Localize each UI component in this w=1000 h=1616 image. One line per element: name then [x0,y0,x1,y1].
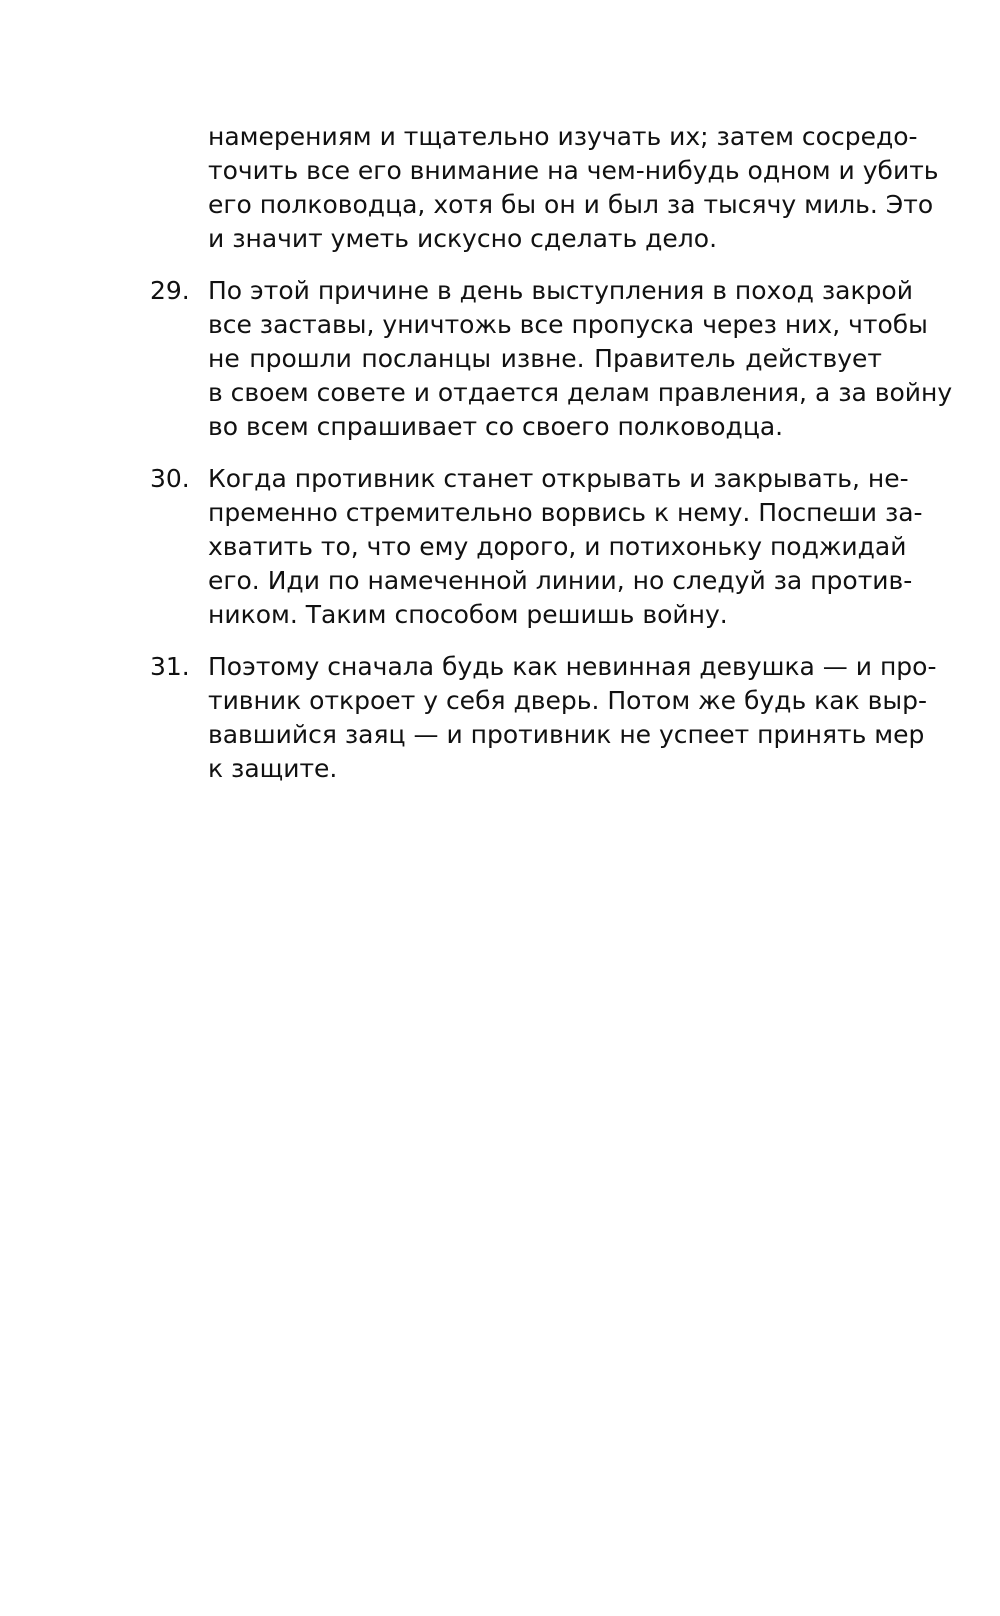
text-line: в своем совете и отдается делам правления, а за войну [208,378,953,407]
paragraph-continuation [150,120,939,256]
text-line: тивник откроет у себя дверь. Потом же будь как выр- [208,686,927,715]
text-line: По этой причине в день выступления в поход закрой [208,276,913,305]
paragraph-29 [150,274,953,444]
text-line: все заставы, уничтожь все пропуска через них, чтобы [208,310,928,339]
text-line: пременно стремительно ворвись к нему. Поспеши за- [208,498,923,527]
paragraph-number: 31. [150,652,190,681]
text-line: хватить то, что ему дорого, и потихоньку поджидай [208,532,907,561]
text-line: к защите. [208,754,338,783]
paragraph-30 [150,462,923,632]
text-line: не прошли посланцы извне. Правитель действует [208,344,882,373]
text-line: намерениям и тщательно изучать их; затем сосредо- [208,122,918,151]
text-line: его. Иди по намеченной линии, но следуй за против- [208,566,913,595]
text-line: ником. Таким способом решишь войну. [208,600,728,629]
paragraph-number: 29. [150,276,190,305]
text-line: Поэтому сначала будь как невинная девушка — и про- [208,652,937,681]
text-line: и значит уметь искусно сделать дело. [208,224,718,253]
text-line: точить все его внимание на чем-нибудь одном и убить [208,156,939,185]
text-line: его полководца, хотя бы он и был за тысячу миль. Это [208,190,934,219]
text-line: вавшийся заяц — и противник не успеет принять мер [208,720,925,749]
paragraph-31 [150,650,937,786]
paragraph-number: 30. [150,464,190,493]
text-line: Когда противник станет открывать и закрывать, не- [208,464,909,493]
text-line: во всем спрашивает со своего полководца. [208,412,784,441]
page-text [150,120,953,804]
